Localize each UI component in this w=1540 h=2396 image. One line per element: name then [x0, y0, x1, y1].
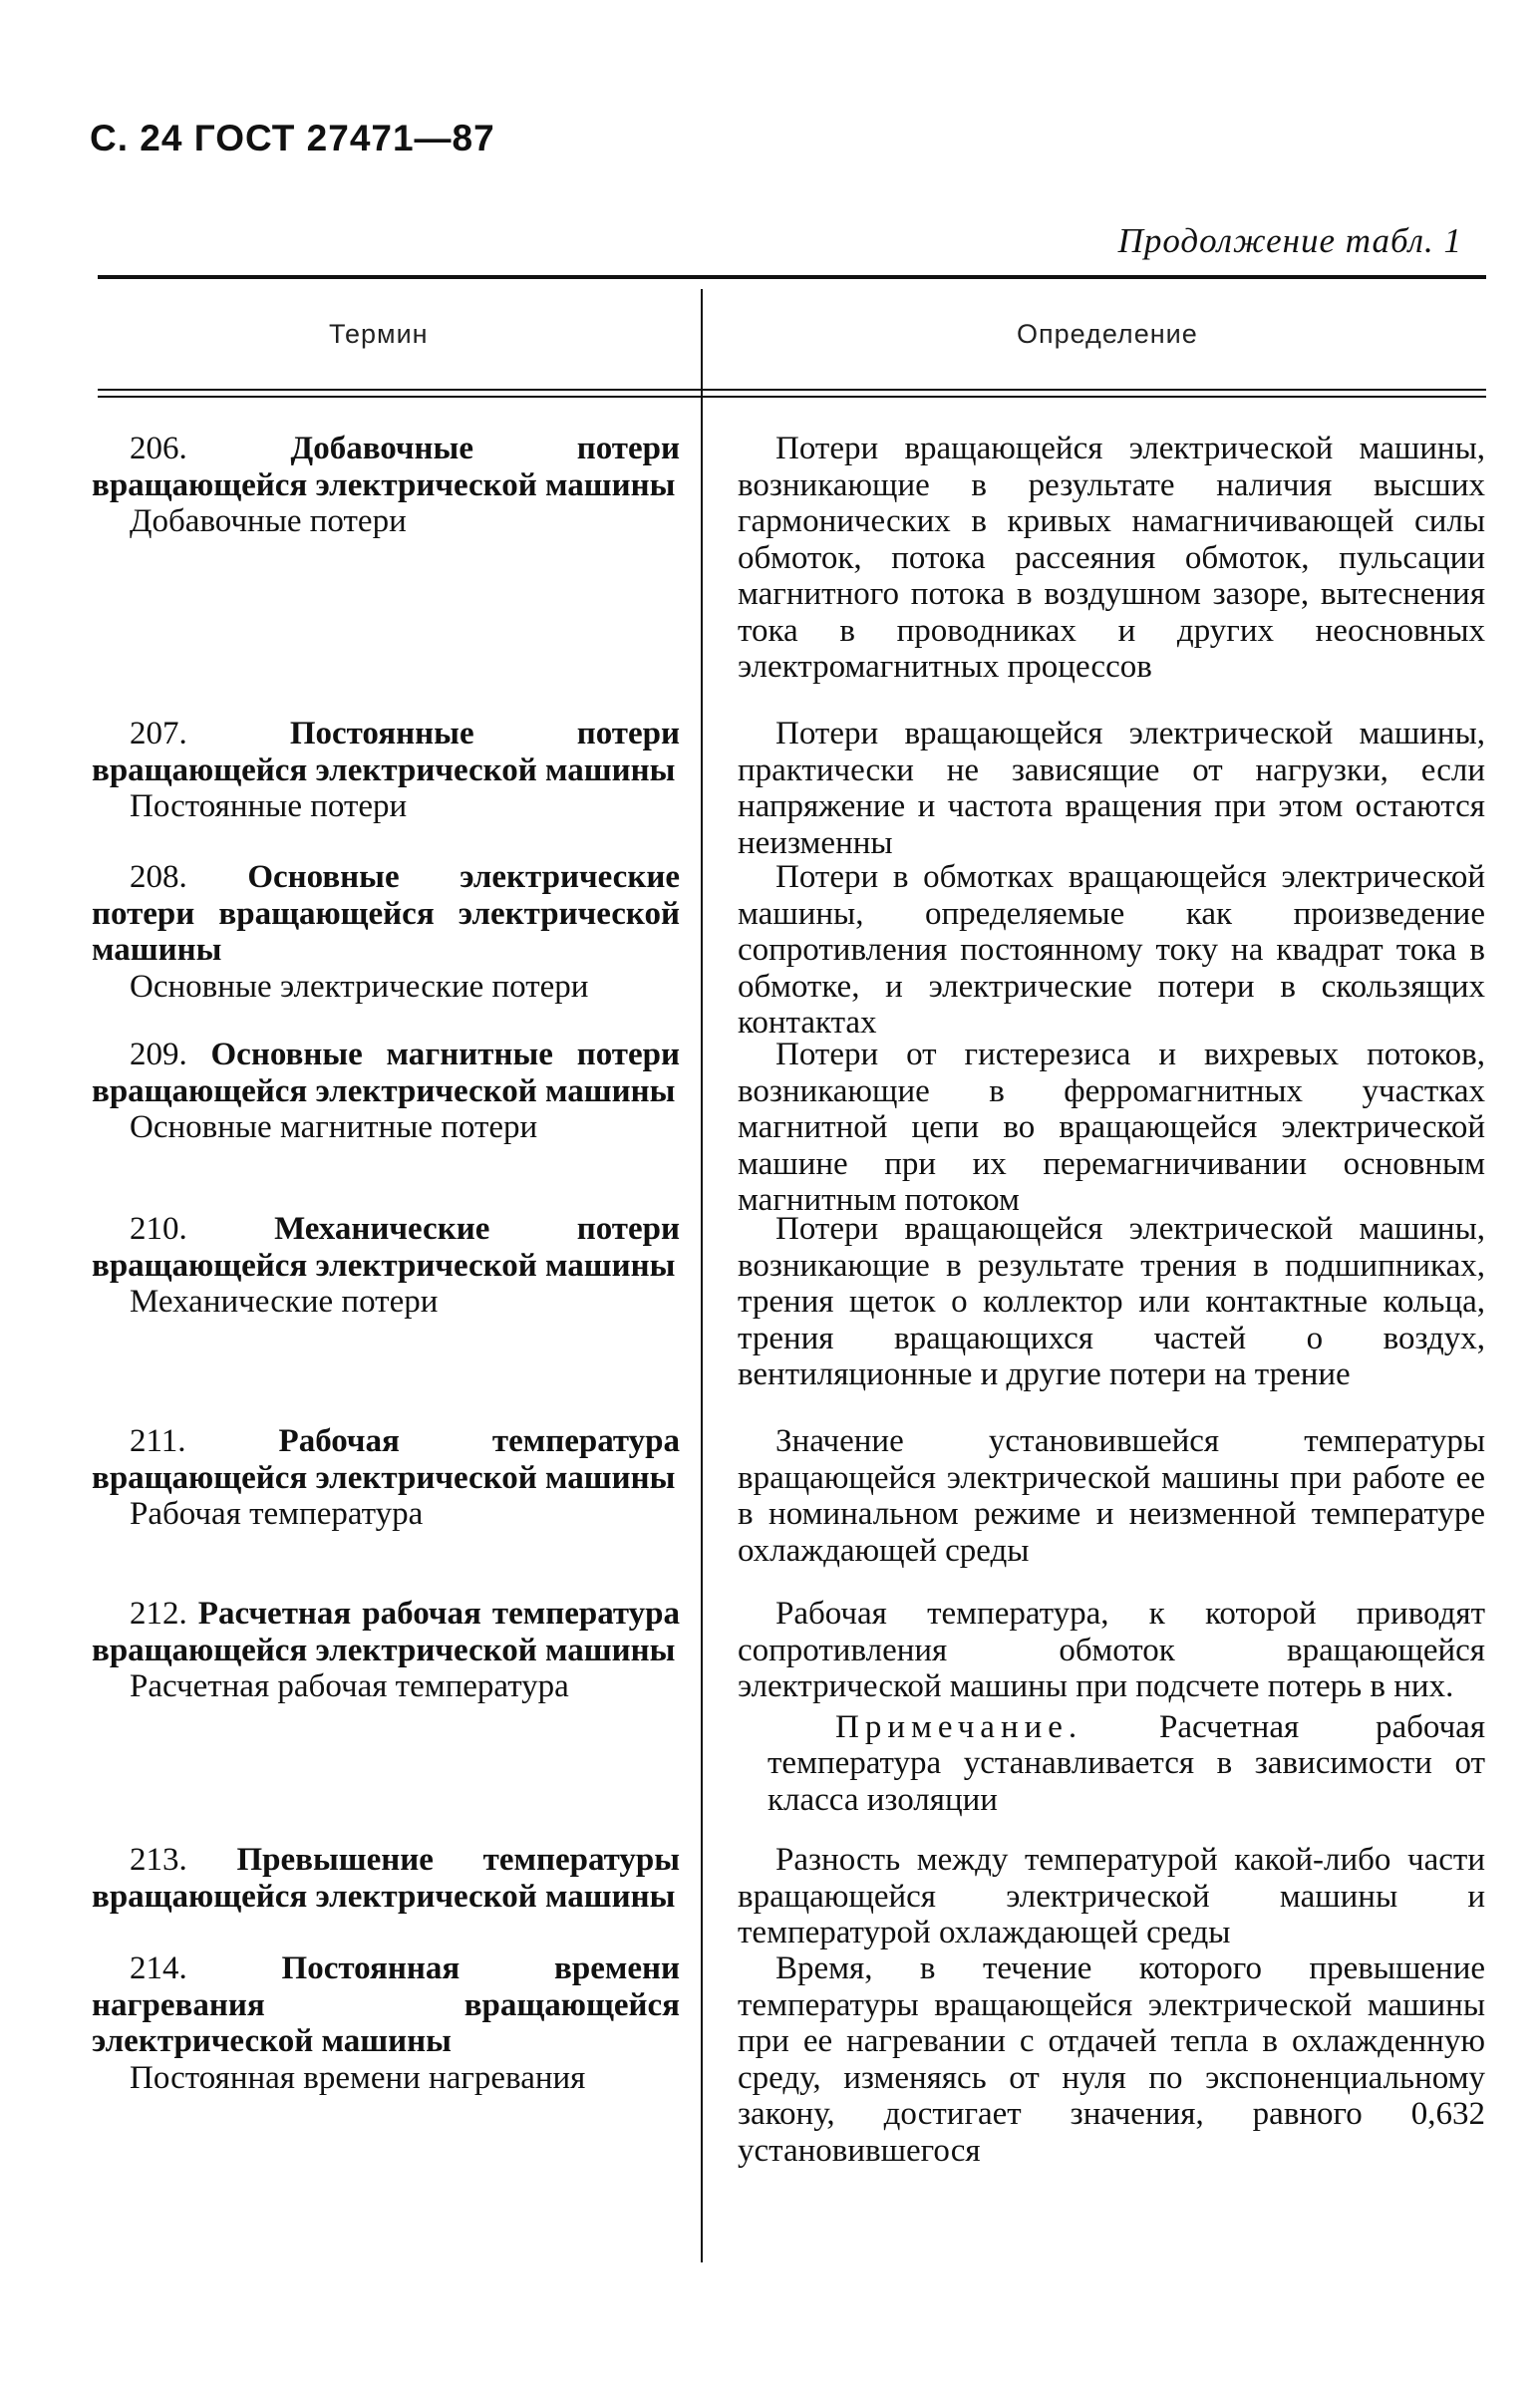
definition-209: Потери от гистерезиса и вихревых потоков, возникающие в ферромагнитных участках магнитной цепи во вращающейся электрической машине при их перемагничивании основным магнитным потоком: [738, 1037, 1485, 1218]
term-synonym: Рабочая температура: [130, 1496, 424, 1532]
definition-208: Потери в обмотках вращающейся электрической машины, определяемые как произведение сопротивления постоянному току на квадрат тока в обмотке, и электрические потери в скользящих контактах: [738, 859, 1485, 1041]
definition-214: Время, в течение которого превышение температуры вращающейся электрической машины при ее нагревании с отдачей тепла в охлажденную среду, изменяясь от нуля по экспоненциальному закону, достигает значения, равного 0,632 установившегося: [738, 1950, 1485, 2169]
definition-211: Значение установившейся температуры вращающейся электрической машины при работе ее в номинальном режиме и неизменной температуре охлаждающей среды: [738, 1423, 1485, 1569]
term-211: 211. Рабочая температура вращающейся электрической машины Рабочая температура: [92, 1423, 680, 1532]
column-divider: [701, 289, 703, 2262]
term-214: 214. Постоянная времени нагревания вращающейся электрической машины Постоянная времени нагревания: [92, 1950, 681, 2096]
term-title: Постоянные потери вращающейся электрической машины: [92, 716, 680, 788]
term-synonym: Основные магнитные потери: [130, 1109, 538, 1145]
term-title: Основные электрические потери вращающейся электрической машины: [92, 859, 680, 968]
term-213: 213. Превышение температуры вращающейся электрической машины: [92, 1842, 681, 1915]
term-206: 206. Добавочные потери вращающейся электрической машины Добавочные потери: [92, 431, 680, 539]
term-212: 212. Расчетная рабочая температура вращающейся электрической машины Расчетная рабочая температура: [92, 1596, 680, 1704]
term-title: Расчетная рабочая температура вращающейся электрической машины: [92, 1596, 680, 1668]
term-title: Рабочая температура вращающейся электрической машины: [92, 1423, 680, 1496]
page-header: С. 24 ГОСТ 27471—87: [90, 118, 495, 158]
term-synonym: Основные электрические потери: [130, 968, 589, 1005]
term-synonym: Добавочные потери: [130, 503, 407, 539]
definition-206: Потери вращающейся электрической машины, возникающие в результате наличия высших гармонических в кривых намагничивающей силы обмоток, потока рассеяния обмоток, пульсации магнитного потока в воздушном зазоре, вытеснения тока в проводниках и других неосновных электромагнитных процессов: [738, 431, 1485, 685]
term-title: Основные магнитные потери вращающейся электрической машины: [92, 1037, 680, 1109]
term-synonym: Расчетная рабочая температура: [130, 1668, 569, 1704]
table-top-rule: [98, 275, 1486, 279]
term-title: Добавочные потери вращающейся электрической машины: [92, 431, 680, 503]
definition-note: Примечание. Расчетная рабочая температура устанавливается в зависимости от класса изоляции: [768, 1708, 1485, 1818]
term-synonym: Механические потери: [130, 1284, 439, 1320]
term-title: Постоянная времени нагревания вращающейся электрической машины: [92, 1950, 681, 2059]
term-synonym: Постоянная времени нагревания: [130, 2059, 586, 2096]
term-210: 210. Механические потери вращающейся электрической машины Механические потери: [92, 1211, 681, 1320]
term-title: Механические потери вращающейся электрической машины: [92, 1211, 681, 1284]
header-rule: [98, 396, 1486, 398]
table-continuation-label: Продолжение табл. 1: [1117, 221, 1462, 260]
term-synonym: Постоянные потери: [130, 788, 408, 824]
definition-207: Потери вращающейся электрической машины, практически не зависящие от нагрузки, если напряжение и частота вращения при этом остаются неизменны: [738, 716, 1485, 861]
term-208: 208. Основные электрические потери вращающейся электрической машины Основные электрические потери: [92, 859, 680, 1005]
definition-210: Потери вращающейся электрической машины, возникающие в результате трения в подшипниках, трения щеток о коллектор или контактные кольца, трения вращающихся частей о воздух, вентиляционные и другие потери на трение: [738, 1211, 1485, 1392]
definition-213: Разность между температурой какой-либо части вращающейся электрической машины и температурой охлаждающей среды: [738, 1842, 1485, 1950]
definition-212: Рабочая температура, к которой приводят сопротивления обмоток вращающейся электрической машины при подсчете потерь в них. Примечание. Расчетная рабочая температура устанавливается в зависимости от класса изоляции: [738, 1596, 1485, 1818]
column-header-definition: Определение: [1017, 319, 1198, 349]
term-title: Превышение температуры вращающейся электрической машины: [92, 1842, 681, 1915]
term-209: 209. Основные магнитные потери вращающейся электрической машины Основные магнитные потери: [92, 1037, 680, 1145]
column-header-term: Термин: [329, 319, 429, 349]
term-207: 207. Постоянные потери вращающейся электрической машины Постоянные потери: [92, 716, 680, 824]
header-rule: [98, 389, 1486, 391]
